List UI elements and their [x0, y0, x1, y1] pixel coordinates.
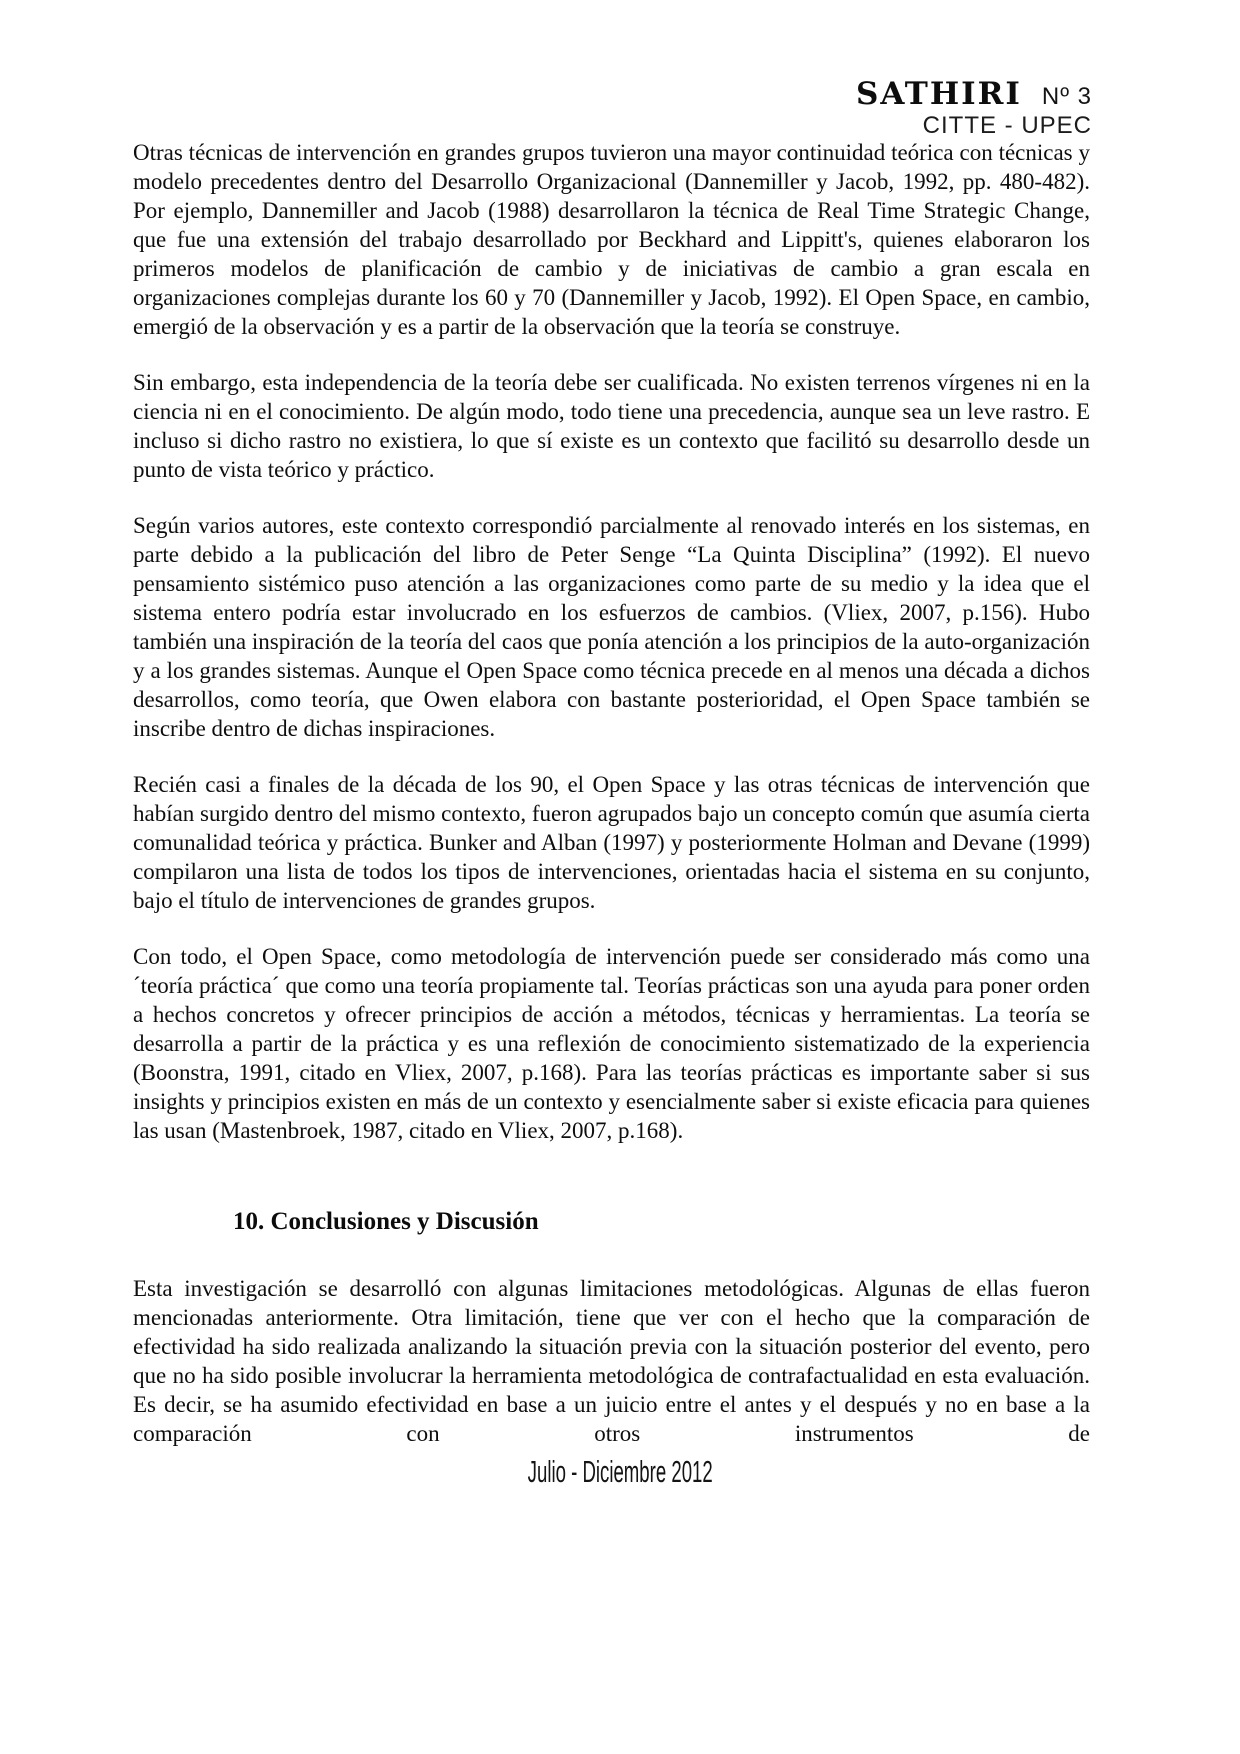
body-paragraph: Según varios autores, este contexto correspondió parcialmente al renovado interés en los sistemas, en parte debido a la publicación del libro de Peter Senge “La Quinta Disciplina” (1992). El nuevo pensamiento sistémico puso atención a las organizaciones como parte de su medio y la idea que el sistema entero podría estar involucrado en los esfuerzos de cambios. (Vliex, 2007, p.156). Hubo también una inspiración de la teoría del caos que ponía atención a los principios de la auto-organización y a los grandes sistemas. Aunque el Open Space como técnica precede en al menos una década a dichos desarrollos, como teoría, que Owen elabora con bastante posterioridad, el Open Space también se inscribe dentro de dichas inspiraciones. [133, 512, 1090, 741]
body-paragraph: Con todo, el Open Space, como metodología de intervención puede ser considerado más como una ´teoría práctica´ que como una teoría propiamente tal. Teorías prácticas son una ayuda para poner orden a hechos concretos y ofrecer principios de acción a métodos, técnicas y herramientas. La teoría se desarrolla a partir de la práctica y es una reflexión de conocimiento sistematizado de la experiencia (Boonstra, 1991, citado en Vliex, 2007, p.168). Para las teorías prácticas es importante saber si sus insights y principios existen en más de un contexto y esencialmente saber si existe eficacia para quienes las usan (Mastenbroek, 1987, citado en Vliex, 2007, p.168). [133, 943, 1090, 1143]
document-body [133, 138, 1090, 1448]
footer-date: Julio - Diciembre 2012 [527, 1453, 713, 1489]
body-paragraph: Esta investigación se desarrolló con algunas limitaciones metodológicas. Algunas de ellas fueron mencionadas anteriormente. Otra limitación, tiene que ver con el hecho que la comparación de efectividad ha sido realizada analizando la situación previa con la situación posterior del evento, pero que no ha sido posible involucrar la herramienta metodológica de contrafactualidad en esta evaluación. Es decir, se ha asumido efectividad en base a un juicio entre el antes y el después y no en base a la comparación con otros instrumentos de [133, 1275, 1090, 1446]
section-heading: 10. Conclusiones y Discusión [233, 1207, 539, 1235]
body-paragraph: Sin embargo, esta independencia de la teoría debe ser cualificada. No existen terrenos vírgenes ni en la ciencia ni en el conocimiento. De algún modo, todo tiene una precedencia, aunque sea un leve rastro. E incluso si dicho rastro no existiera, lo que sí existe es un contexto que facilitó su desarrollo desde un punto de vista teórico y práctico. [133, 369, 1090, 482]
header-subtitle: CITTE - UPEC [922, 111, 1092, 139]
page-footer [0, 1454, 1240, 1490]
body-paragraph: Otras técnicas de intervención en grandes grupos tuvieron una mayor continuidad teórica con técnicas y modelo precedentes dentro del Desarrollo Organizacional (Dannemiller y Jacob, 1992, pp. 480-482). Por ejemplo, Dannemiller and Jacob (1988) desarrollaron la técnica de Real Time Strategic Change, que fue una extensión del trabajo desarrollado por Beckhard and Lippitt's, quienes elaboraron los primeros modelos de planificación de cambio y de iniciativas de cambio a gran escala en organizaciones complejas durante los 60 y 70 (Dannemiller y Jacob, 1992). El Open Space, en cambio, emergió de la observación y es a partir de la observación que la teoría se construye. [133, 139, 1090, 339]
issue-number: Nº 3 [1041, 83, 1092, 110]
page-header [0, 78, 1092, 138]
masthead-line [0, 78, 1092, 111]
body-paragraph: Recién casi a finales de la década de los 90, el Open Space y las otras técnicas de intervención que habían surgido dentro del mismo contexto, fueron agrupados bajo un concepto común que asumía cierta comunalidad teórica y práctica. Bunker and Alban (1997) y posteriormente Holman and Devane (1999) compilaron una lista de todos los tipos de intervenciones, orientadas hacia el sistema en su conjunto, bajo el título de intervenciones de grandes grupos. [133, 771, 1091, 913]
journal-title: SATHIRI [856, 76, 1022, 112]
